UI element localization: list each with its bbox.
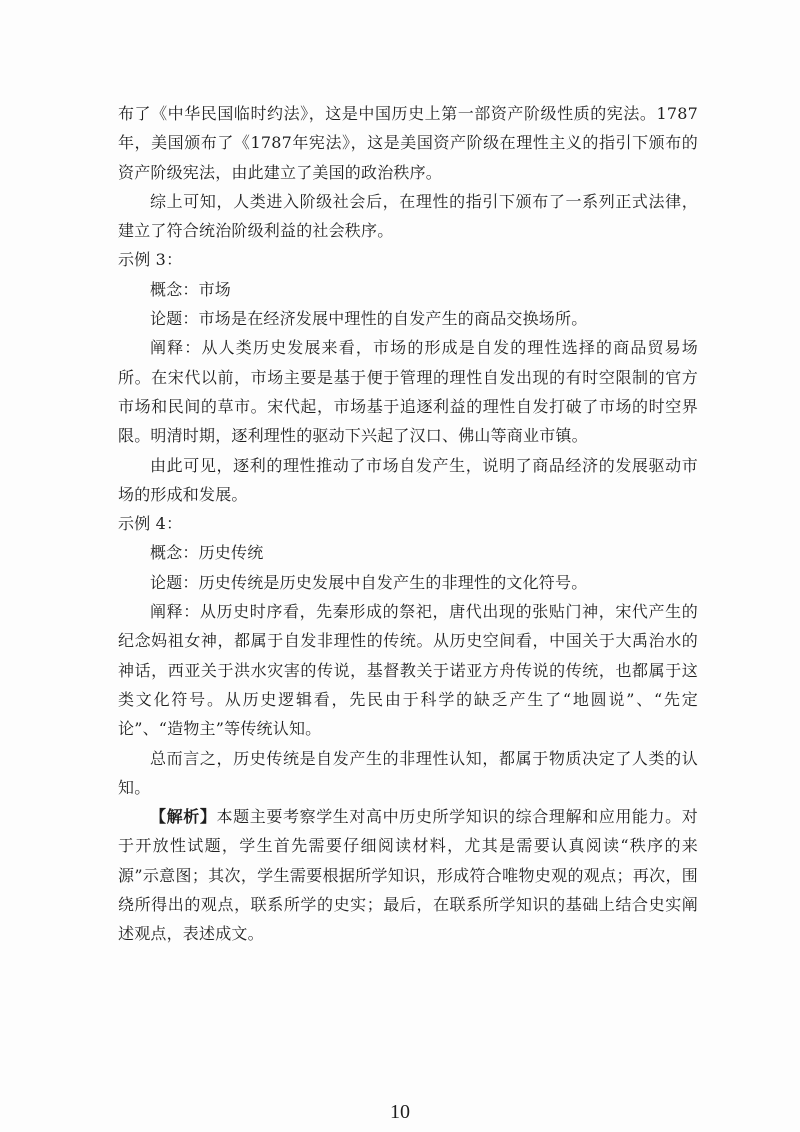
example-3-thesis: 论题：市场是在经济发展中理性的自发产生的商品交换场所。 [150,309,588,329]
document-body [118,99,698,949]
example-3-concept: 概念：市场 [150,279,232,299]
example-4-conclusion: 总而言之，历史传统是自发产生的非理性认知，都属于物质决定了人类的认知。 [118,748,698,797]
example-3-explanation: 阐释：从人类历史发展来看，市场的形成是自发的理性选择的商品贸易场所。在宋代以前，市场主要是基于便于管理的理性自发出现的有时空限制的官方市场和民间的草市。宋代起，市场基于追逐利益的理性自发打破了市场的时空界限。明清时期，逐利理性的驱动下兴起了汉口、佛山等商业市镇。 [118,338,698,446]
example-3-conclusion: 由此可见，逐利的理性推动了市场自发产生，说明了商品经济的发展驱动市场的形成和发展。 [118,455,698,504]
paragraph-conclusion-2: 综上可知，人类进入阶级社会后，在理性的指引下颁布了一系列正式法律，建立了符合统治阶级利益的社会秩序。 [118,191,698,241]
example-4-heading: 示例 4： [118,514,183,534]
example-4-thesis: 论题：历史传统是历史发展中自发产生的非理性的文化符号。 [150,572,588,592]
analysis-tag: 【解析】 [150,807,217,827]
analysis-text: 本题主要考察学生对高中历史所学知识的综合理解和应用能力。对于开放性试题，学生首先需要仔细阅读材料，尤其是需要认真阅读“秩序的来源”示意图；其次，学生需要根据所学知识，形成符合唯物史观的观点；再次，围绕所得出的观点，联系所学的史实；最后，在联系所学知识的基础上结合史实阐述观点，表述成文。 [118,807,698,944]
page-number: 10 [390,1101,410,1123]
analysis-paragraph [118,802,698,948]
paragraph-constitution: 布了《中华民国临时约法》，这是中国历史上第一部资产阶级性质的宪法。1787年，美国颁布了《1787年宪法》，这是美国资产阶级在理性主义的指引下颁布的资产阶级宪法，由此建立了美国的政治秩序。 [118,104,698,182]
example-3-heading: 示例 3： [118,250,183,270]
example-4-explanation: 阐释：从历史时序看，先秦形成的祭祀，唐代出现的张贴门神，宋代产生的纪念妈祖女神，都属于自发非理性的传统。从历史空间看，中国关于大禹治水的神话，西亚关于洪水灾害的传说，基督教关于诺亚方舟传说的传统，也都属于这类文化符号。从历史逻辑看，先民由于科学的缺乏产生了“地圆说”、“先定论”、“造物主”等传统认知。 [118,602,698,739]
example-4-concept: 概念：历史传统 [150,543,264,563]
